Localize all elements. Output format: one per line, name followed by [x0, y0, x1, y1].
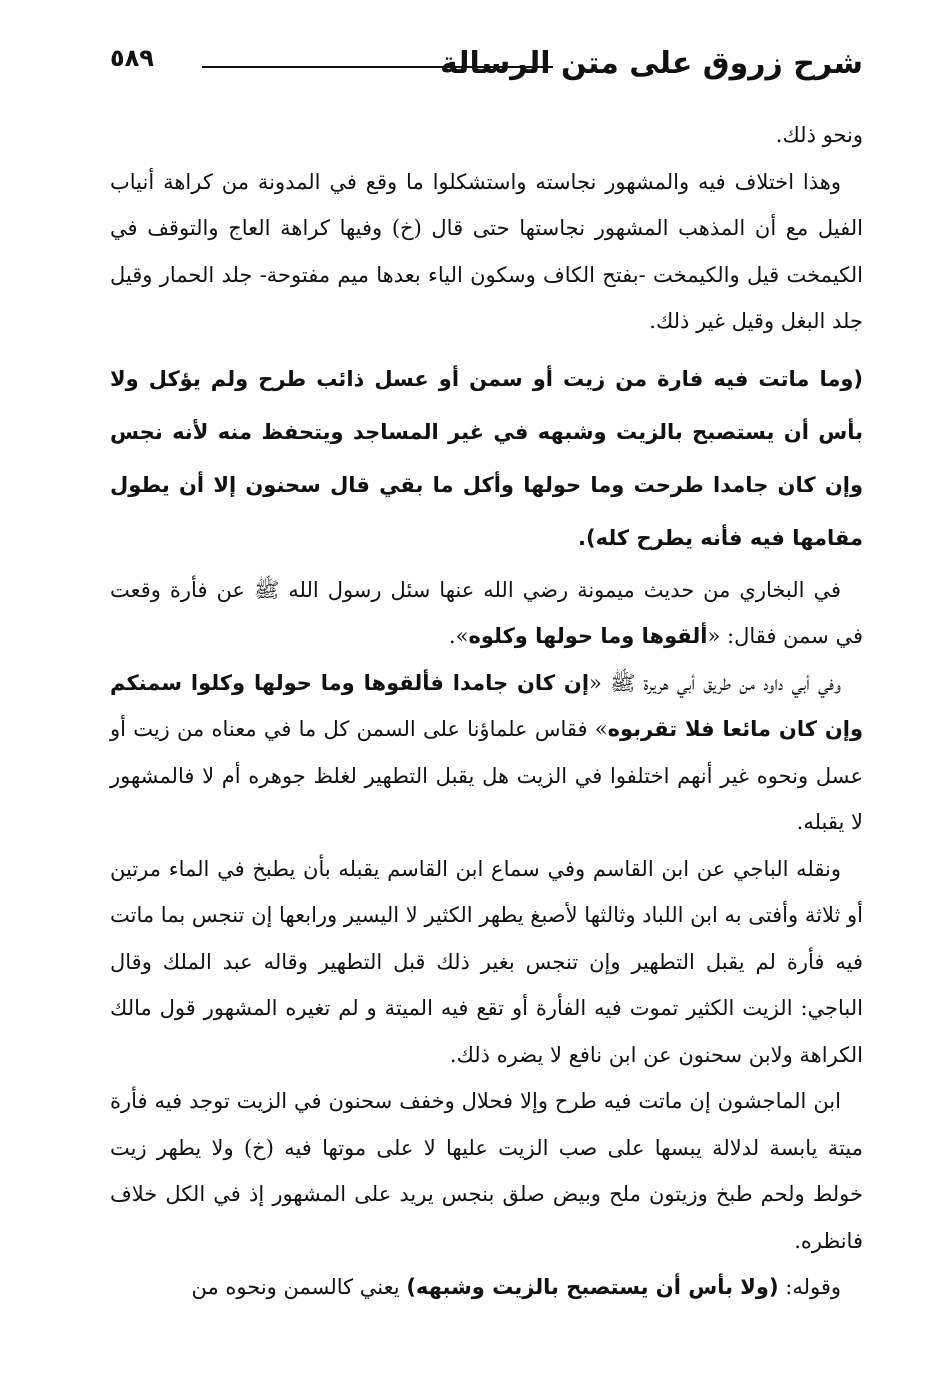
paragraph-text: » فقاس علماؤنا على السمن كل ما في معناه من زيت أو عسل ونحوه غير أنهم اختلفوا في الزيت هل يقبل التطهير لغلظ جوهره أم لا فالمشهور لا يقبله.	[110, 717, 863, 834]
running-title: شرح زروق على متن الرسالة	[440, 46, 863, 81]
page-body	[110, 112, 863, 1311]
paragraph	[110, 567, 863, 660]
paragraph	[110, 1264, 863, 1311]
hadith-quote: ألقوها وما حولها وكلوه	[468, 624, 708, 648]
paragraph: ابن الماجشون إن ماتت فيه طرح وإلا فحلال وخفف سحنون في الزيت توجد فيه فأرة ميتة يابسة لدلالة يبسها على صب الزيت عليها لا على موتها فيه (خ) ولا يطهر زيت خولط ولحم طبخ وزيتون ملح وبيض صلق بنجس يريد على المشهور إذ في الكل خلاف فانظره.	[110, 1089, 863, 1253]
paragraph-text: وقوله:	[778, 1275, 841, 1299]
paragraph-text: وفي أبي داود من طريق أبي هريرة ﷺ «	[589, 670, 841, 695]
paragraph-text: يعني كالسمن ونحوه من	[191, 1275, 407, 1299]
paragraph: ونقله الباجي عن ابن القاسم وفي سماع ابن القاسم يقبله بأن يطبخ في الماء مرتين أو ثلاثة وأفتى به ابن اللباد وثالثها لأصبغ يطهر الكثير لا اليسير ورابعها إن تنجس بما ماتت فيه فأرة لم يقبل التطهير وإن تنجس بغير ذلك قبل التطهير وقاله عبد الملك وقال الباجي: الزيت الكثير تموت فيه الفأرة أو تقع فيه الميتة و لم تغيره المشهور قول مالك الكراهة ولابن سحنون عن ابن نافع لا يضره ذلك.	[110, 856, 863, 1067]
matn-quote: (ولا بأس أن يستصبح بالزيت وشبهه)	[406, 1275, 779, 1299]
matn-quote-paragraph: (وما ماتت فيه فارة من زيت أو سمن أو عسل ذائب طرح ولم يؤكل ولا بأس أن يستصبح بالزيت وشبهه في غير المساجد ويتحفظ منه لأنه نجس وإن كان جامدا طرحت وما حولها وأكل ما بقي قال سحنون إلا أن يطول مقامها فيه فأنه يطرح كله).	[110, 366, 863, 550]
hadith-quote: إن كان جامدا فألقوها وما حولها وكلوا سمنكم وإن كان مائعا فلا تقربوه	[110, 670, 863, 741]
page-number: ٥٨٩	[110, 44, 154, 72]
page-header	[110, 44, 863, 94]
paragraph-text: ».	[448, 624, 469, 648]
paragraph-text: في البخاري من حديث ميمونة رضي الله عنها سئل رسول الله ﷺ عن فأرة وقعت في سمن فقال: «	[110, 577, 863, 648]
paragraph: ونحو ذلك.	[775, 123, 863, 147]
paragraph	[110, 660, 863, 846]
paragraph: وهذا اختلاف فيه والمشهور نجاسته واستشكلوا ما وقع في المدونة من كراهة أنياب الفيل مع أن المذهب المشهور نجاستها حتى قال (خ) وفيها كراهة العاج والتوقف في الكيمخت قيل والكيمخت -بفتح الكاف وسكون الياء بعدها ميم مفتوحة- جلد الحمار وقيل جلد البغل وقيل غير ذلك.	[110, 169, 863, 333]
